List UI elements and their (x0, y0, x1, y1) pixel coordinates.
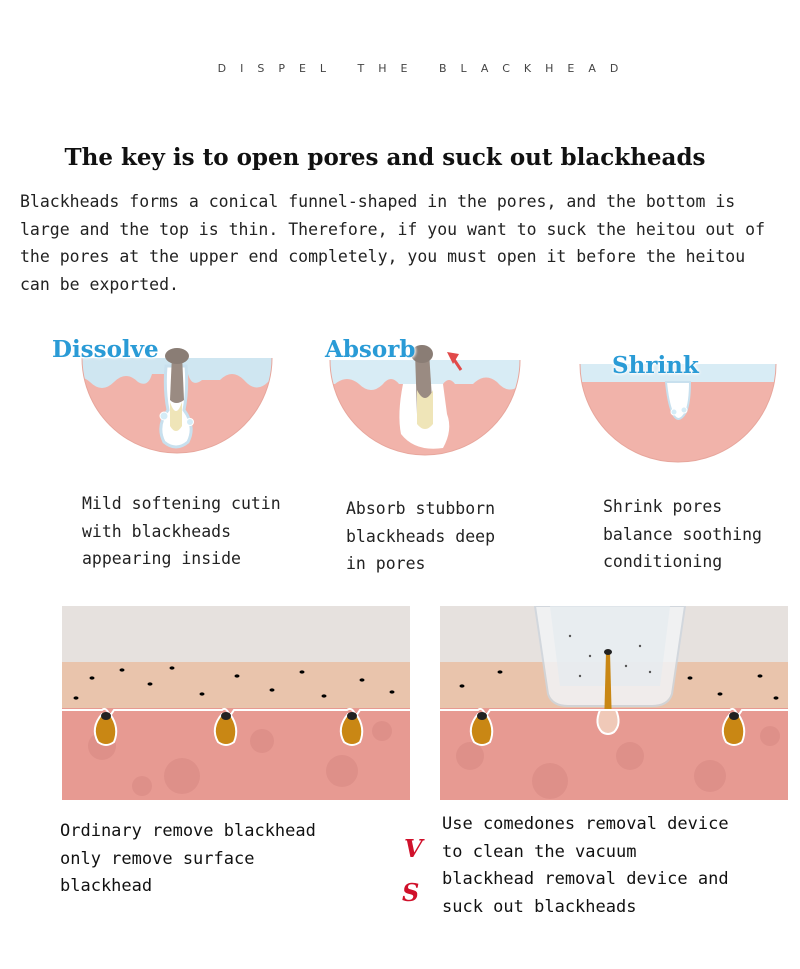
caption-line: in pores (346, 554, 426, 573)
device-removal-illustration (440, 606, 788, 800)
skin-cross-section-device (440, 606, 788, 800)
stage-title-dissolve: Dissolve (52, 336, 159, 363)
device-line: suck out blackheads (442, 896, 637, 917)
stage-absorb (325, 330, 535, 490)
ordinary-line: blackhead (60, 876, 153, 896)
ordinary-removal-illustration (62, 606, 410, 800)
vs-letter-v: V (404, 834, 423, 863)
caption-line: balance soothing (603, 524, 762, 544)
stage-title-absorb: Absorb (325, 336, 416, 363)
caption-line: Shrink pores (603, 497, 723, 516)
ordinary-line: only remove surface (60, 848, 255, 869)
stage-title-shrink: Shrink (612, 352, 699, 379)
device-line: to clean the vacuum (442, 841, 637, 862)
vs-letter-s: S (402, 878, 420, 907)
stage-caption-dissolve (82, 490, 322, 573)
intro-paragraph: Blackheads forms a conical funnel-shaped in the pores, and the bottom is large and the top is thin. Therefore, if you want to suck the heitou out of the pores at the upper end completely, you must open it before the heitou can be exported. (20, 192, 766, 294)
tagline: DISPEL THE BLACKHEAD (217, 62, 633, 75)
caption-line: appearing inside (82, 549, 241, 568)
device-line: blackhead removal device and (442, 869, 729, 889)
caption-line: blackheads deep (346, 526, 496, 546)
stage-caption-absorb (346, 495, 586, 578)
headline: The key is to open pores and suck out blackheads (64, 144, 706, 171)
skin-cross-section-ordinary (62, 606, 410, 800)
stage-shrink (578, 350, 788, 510)
caption-line: Mild softening cutin (82, 494, 281, 513)
device-line: Use comedones removal device (442, 814, 729, 834)
ordinary-line: Ordinary remove blackhead (60, 821, 316, 841)
device-removal-text (442, 811, 729, 921)
stage-dissolve (52, 330, 262, 490)
caption-line: Absorb stubborn (346, 499, 496, 518)
caption-line: conditioning (603, 552, 723, 571)
stage-caption-shrink (603, 493, 800, 576)
ordinary-removal-text (60, 818, 316, 901)
caption-line: with blackheads (82, 521, 232, 541)
